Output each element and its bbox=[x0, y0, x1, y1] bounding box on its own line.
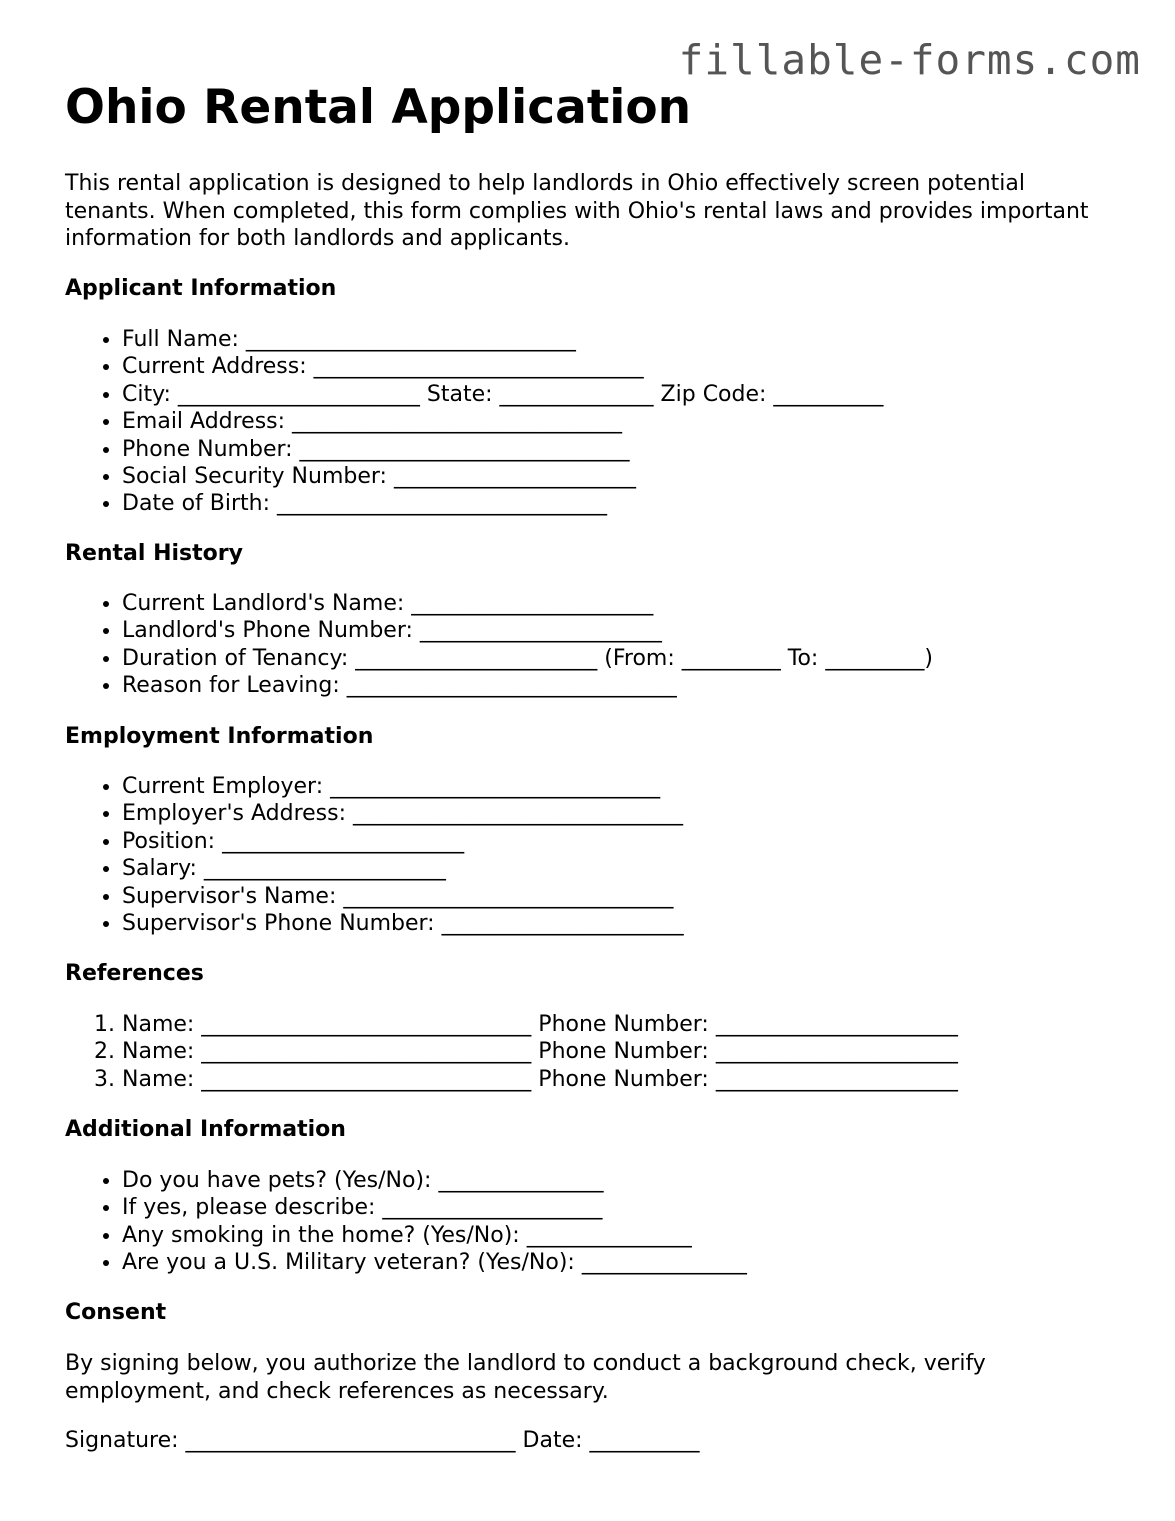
city-state-zip-field[interactable]: • City: ______________________ State: ______________ Zip Code: __________ bbox=[122, 381, 883, 408]
phone-field[interactable]: • Phone Number: ______________________________ bbox=[122, 436, 883, 463]
reference-row[interactable]: 2. Name: ______________________________ Phone Number: ______________________ bbox=[122, 1038, 958, 1065]
pets-field[interactable]: • Do you have pets? (Yes/No): _______________ bbox=[122, 1167, 747, 1194]
full-name-field[interactable]: • Full Name: ______________________________ bbox=[122, 326, 883, 353]
landlord-name-field[interactable]: • Current Landlord's Name: ______________________ bbox=[122, 590, 933, 617]
rental-history-fields bbox=[65, 590, 933, 700]
salary-field[interactable]: • Salary: ______________________ bbox=[122, 855, 684, 882]
dob-field[interactable]: • Date of Birth: ______________________________ bbox=[122, 490, 883, 517]
position-field[interactable]: • Position: ______________________ bbox=[122, 828, 684, 855]
consent-paragraph: By signing below, you authorize the landlord to conduct a background check, verify employment, and check references as necessary. bbox=[65, 1351, 986, 1404]
ssn-field[interactable]: • Social Security Number: ______________________ bbox=[122, 463, 883, 490]
reference-row[interactable]: 1. Name: ______________________________ Phone Number: ______________________ bbox=[122, 1011, 958, 1038]
reason-for-leaving-field[interactable]: • Reason for Leaving: ______________________________ bbox=[122, 672, 933, 699]
employment-fields bbox=[65, 773, 684, 937]
employer-address-field[interactable]: • Employer's Address: ______________________________ bbox=[122, 800, 684, 827]
veteran-field[interactable]: • Are you a U.S. Military veteran? (Yes/No): _______________ bbox=[122, 1249, 747, 1276]
landlord-phone-field[interactable]: • Landlord's Phone Number: ______________________ bbox=[122, 617, 933, 644]
email-field[interactable]: • Email Address: ______________________________ bbox=[122, 408, 883, 435]
employment-heading: Employment Information bbox=[65, 724, 374, 749]
page-title: Ohio Rental Application bbox=[65, 80, 692, 135]
smoking-field[interactable]: • Any smoking in the home? (Yes/No): _______________ bbox=[122, 1222, 747, 1249]
watermark-text: fillable-forms.com bbox=[678, 36, 1141, 84]
supervisor-name-field[interactable]: • Supervisor's Name: ______________________________ bbox=[122, 883, 684, 910]
references-heading: References bbox=[65, 961, 204, 986]
supervisor-phone-field[interactable]: • Supervisor's Phone Number: ______________________ bbox=[122, 910, 684, 937]
employer-field[interactable]: • Current Employer: ______________________________ bbox=[122, 773, 684, 800]
pets-description-field[interactable]: • If yes, please describe: ____________________ bbox=[122, 1194, 747, 1221]
intro-paragraph: This rental application is designed to help landlords in Ohio effectively screen potential tenants. When completed, this form complies with Ohio's rental laws and provides important information for both landlords and applicants. bbox=[65, 171, 1089, 251]
applicant-fields bbox=[65, 326, 883, 518]
additional-fields bbox=[65, 1167, 747, 1277]
reference-row[interactable]: 3. Name: ______________________________ Phone Number: ______________________ bbox=[122, 1066, 958, 1093]
signature-date-field[interactable]: Signature: ______________________________ Date: __________ bbox=[65, 1428, 700, 1453]
current-address-field[interactable]: • Current Address: ______________________________ bbox=[122, 353, 883, 380]
tenancy-duration-field[interactable]: • Duration of Tenancy: ______________________ (From: _________ To: _________) bbox=[122, 645, 933, 672]
consent-heading: Consent bbox=[65, 1300, 167, 1325]
applicant-heading: Applicant Information bbox=[65, 276, 337, 301]
references-fields bbox=[65, 1011, 958, 1093]
rental-history-heading: Rental History bbox=[65, 541, 243, 566]
additional-heading: Additional Information bbox=[65, 1117, 346, 1142]
